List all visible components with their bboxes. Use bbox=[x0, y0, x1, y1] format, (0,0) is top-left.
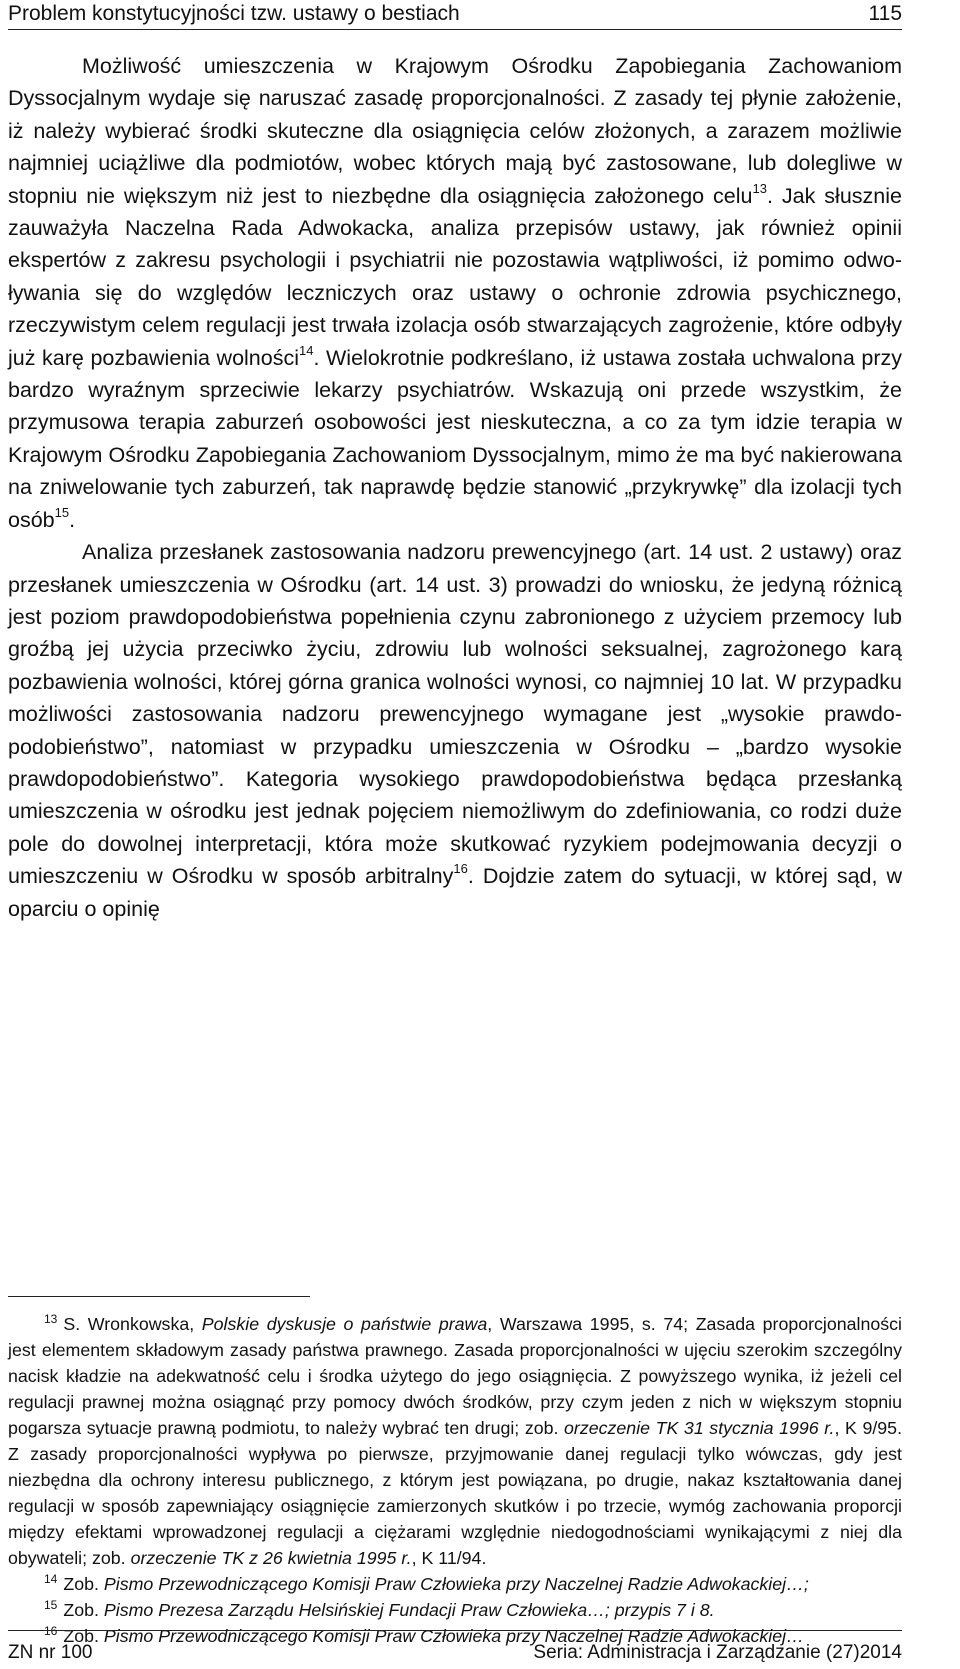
text-segment: Analiza przesłanek zastosowania nadzoru prewencyjnego (art. 14 ust. 2 ustawy) oraz przesłanek umieszczenia w Ośrodku (art. 14 ust. 3) prowadzi do wniosku, że jedyną różnicą jest poziom prawdopodobieństwa popełnienia czynu zabronionego z użyciem przemocy lub groźbą jej użycia przeciwko życiu, zdrowiu lub wolności seksualnej, zagrożonego karą pozbawienia wolności, której górna granica wolności wynosi, co najmniej 10 lat. W przypadku możliwości zastosowania nadzoru prewencyjnego wymagane jest „wysokie prawdopodobieństwo”, natomiast w przypadku umieszczenia w Ośrodku – „bardzo wysokie prawdopodobieństwo”. Kategoria wysokiego prawdopodobieństwa będąca przesłanką umieszczenia w ośrodku jest jednak pojęciem niemożliwym do zdefiniowania, co rodzi duże pole do dowolnej interpretacji, która może skutkować ryzykiem podejmowania decyzji o umieszczeniu w Ośrodku w sposób arbitralny bbox=[8, 540, 902, 889]
footnote-14 bbox=[8, 1571, 902, 1597]
text-segment: Możliwość umieszczenia w Krajowym Ośrodku Zapobiegania Zachowaniom Dyssocjalnym wydaje się naruszać zasadę proporcjonalności. Z zasady tej płynie założenie, iż należy wybierać środki skuteczne dla osiągnięcia celów złożonych, a zarazem możliwie najmniej uciążliwe dla podmiotów, wobec których mają być zastosowane, lub dolegliwe w stopniu nie większym niż jest to niezbędne dla osiągnięcia założonego celu bbox=[8, 54, 902, 208]
footnotes bbox=[8, 1311, 902, 1649]
footnote-citation-title: Pismo Przewodniczącego Komisji Praw Człowieka przy Naczelnej Radzie Adwokackiej…; bbox=[103, 1574, 809, 1594]
text-segment: . Jak słusznie zauważyła Naczelna Rada Adwokacka, analiza przepisów ustawy, jak również opinii ekspertów z zakresu psychologii i psychiatrii nie pozostawia wątpliwości, iż pomimo odwoływania się do względów leczniczych oraz ustawy o ochronie zdrowia psychicznego, rzeczywistym celem regulacji jest trwała izolacja osób stwarzających zagrożenie, które odbyły już karę pozbawienia wolności bbox=[8, 183, 902, 370]
footnote-text: , Warszawa 1995, s. 74; Zasada proporcjonalności jest elementem składowym zasady państwa prawnego. Zasada proporcjonalności w ujęciu szerokim szczególny nacisk kładzie na adekwatność celu i środka użytego do jego osiągnięcia. Z powyższego wynika, iż jeżeli cel regulacji prawnej można osiągnąć przy pomocy dwóch środków, przy czym jeden z nich w większym stopniu pogarsza sytuacje prawną podmiotu, to należy wybrać ten drugi; zob. bbox=[8, 1314, 902, 1438]
footnote-number: 16 bbox=[44, 1624, 58, 1638]
running-header bbox=[8, 0, 902, 30]
footnote-text: Zob. bbox=[63, 1600, 104, 1620]
footnote-citation-title: Polskie dyskusje o państwie prawa bbox=[201, 1314, 488, 1334]
page-number: 115 bbox=[868, 2, 902, 25]
main-text bbox=[8, 50, 902, 925]
footer-journal: ZN nr 100 bbox=[8, 1642, 93, 1663]
footnote-text: Zob. bbox=[63, 1574, 104, 1594]
footnote-citation-title: Pismo Przewodniczącego Komisji Praw Człowieka przy Naczelnej Radzie Adwokackiej… bbox=[103, 1626, 804, 1646]
footnote-text: , K 11/94. bbox=[411, 1548, 487, 1568]
paragraph-1 bbox=[8, 50, 902, 536]
footnote-number: 15 bbox=[44, 1598, 58, 1612]
footnote-ref-16: 16 bbox=[453, 861, 468, 877]
footnote-15 bbox=[8, 1597, 902, 1623]
footnote-ref-15: 15 bbox=[54, 504, 70, 520]
paragraph-2 bbox=[8, 536, 902, 925]
header-title: Problem konstytucyjności tzw. ustawy o bestiach bbox=[8, 2, 460, 25]
footnote-citation-title: Pismo Prezesa Zarządu Helsińskiej Fundacji Praw Człowieka…; przypis 7 i 8. bbox=[103, 1600, 715, 1620]
text-segment: . Dojdzie zatem do sytuacji, w której sąd, w oparciu o opinię bbox=[8, 864, 902, 921]
text-segment: . Wielokrotnie podkreślano, iż ustawa została uchwalona przy bardzo wyraźnym sprzeciwie lekarzy psychiatrów. Wskazują oni przede wszystkim, że przymusowa terapia zaburzeń osobowości jest nieskuteczna, a co za tym idzie terapia w Krajowym Ośrodku Zapobiegania Zachowaniom Dyssocjalnym, mimo że ma być nakierowana na zniwelowanie tych zaburzeń, tak naprawdę będzie stanowić „przykrywkę” dla izolacji tych osób bbox=[8, 345, 902, 532]
footnote-number: 13 bbox=[44, 1312, 58, 1326]
footnote-text: S. Wronkowska, bbox=[63, 1314, 202, 1334]
running-footer bbox=[8, 1630, 902, 1664]
footnote-text: Zob. bbox=[63, 1626, 104, 1646]
footnote-number: 14 bbox=[44, 1572, 58, 1586]
footer-series: Seria: Administracja i Zarządzanie (27)2014 bbox=[533, 1642, 902, 1663]
footnote-citation-title: orzeczenie TK z 26 kwietnia 1995 r. bbox=[130, 1548, 412, 1568]
footnote-ref-13: 13 bbox=[752, 180, 767, 196]
footnote-citation-title: orzeczenie TK 31 stycznia 1996 r. bbox=[564, 1418, 835, 1438]
footnote-ref-14: 14 bbox=[299, 342, 314, 358]
footnote-13 bbox=[8, 1311, 902, 1571]
text-segment: . bbox=[69, 507, 76, 532]
footnote-text: , K 9/95. Z zasady proporcjonalności wypływa po pierwsze, przyjmowanie danej regulacji tylko wówczas, gdy jest niezbędna dla ochrony interesu publicznego, z którym jest powiązana, po drugie, nakaz kształtowania danej regulacji w sposób zapewniający osiągnięcie zamierzonych skutków i po trzecie, wymóg zachowania proporcji między efektami wprowadzonej regulacji a ciężarami względnie niedogodnościami wynikającymi z niej dla obywateli; zob. bbox=[8, 1418, 903, 1568]
footnote-separator bbox=[8, 1296, 310, 1297]
